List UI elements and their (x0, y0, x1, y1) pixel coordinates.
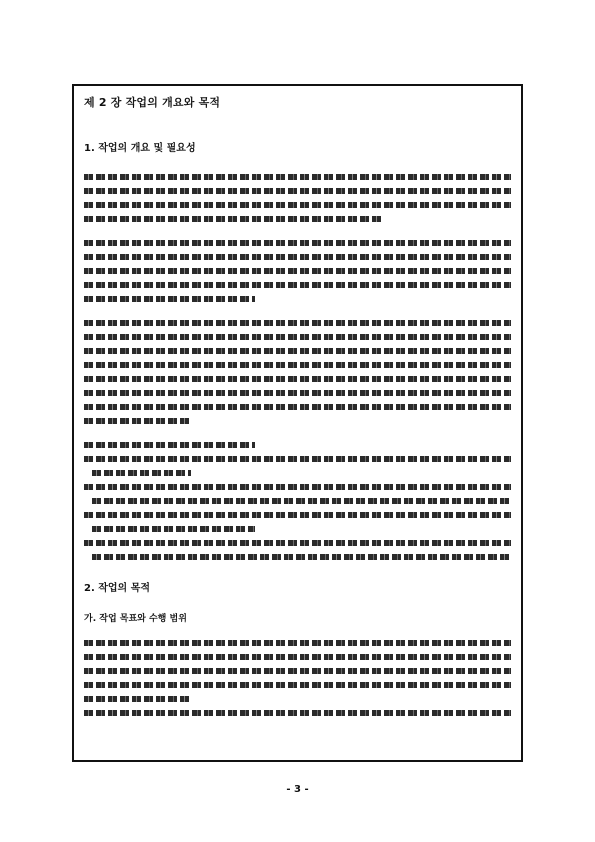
text-line (84, 692, 511, 706)
list-item-line (84, 494, 511, 508)
text-line (84, 292, 511, 306)
text-line (84, 344, 511, 358)
text-line (84, 414, 511, 428)
text-line (84, 636, 511, 650)
text-line (84, 170, 511, 184)
text-line (84, 212, 511, 226)
list-item-line (84, 508, 511, 522)
list-item-line (84, 480, 511, 494)
list-item-line (84, 452, 511, 466)
text-line (84, 236, 511, 250)
list-block (84, 438, 511, 564)
paragraph-3 (84, 316, 511, 428)
text-line (84, 250, 511, 264)
subsubsection-2-1-title: 가. 작업 목표와 수행 범위 (84, 614, 187, 624)
subsection-2-title: 2. 작업의 목적 (84, 583, 151, 594)
page-number: - 3 - (286, 784, 309, 795)
list-item-line (84, 550, 511, 564)
list-item-line (84, 522, 511, 536)
paragraph-1 (84, 170, 511, 226)
document-frame (72, 84, 523, 762)
paragraph-2 (84, 236, 511, 306)
text-line (84, 198, 511, 212)
text-line (84, 372, 511, 386)
text-line (84, 184, 511, 198)
paragraph-4 (84, 636, 511, 720)
subsection-1-title: 1. 작업의 개요 및 필요성 (84, 143, 196, 154)
text-line (84, 316, 511, 330)
section-title (84, 92, 511, 114)
text-line (84, 664, 511, 678)
list-item-line (84, 466, 511, 480)
text-line (84, 358, 511, 372)
text-line (84, 278, 511, 292)
document-content (84, 92, 511, 750)
text-line (84, 678, 511, 692)
text-line (84, 438, 511, 452)
list-item-line (84, 536, 511, 550)
section-title-text: 제 2 장 작업의 개요와 목적 (84, 96, 221, 109)
text-line (84, 330, 511, 344)
text-line (84, 386, 511, 400)
text-line (84, 650, 511, 664)
text-line (84, 264, 511, 278)
text-line (84, 400, 511, 414)
text-line (84, 706, 511, 720)
